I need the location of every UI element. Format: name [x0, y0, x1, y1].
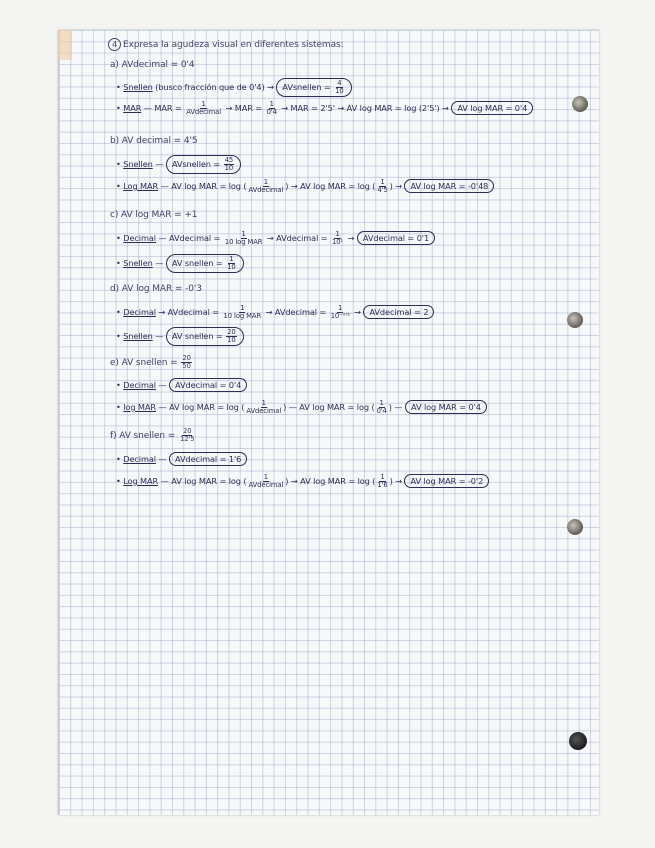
- label-snellen: Snellen: [123, 82, 153, 92]
- answer-circle: AV snellen = $\frac{1}{10}$: [166, 254, 244, 273]
- answer-circle: AVsnellen = $\frac{45}{10}$: [166, 155, 241, 174]
- label-logmar: Log MAR: [123, 476, 159, 486]
- answer-circle: AVdecimal = 1'6: [169, 452, 247, 466]
- answer-circle: AV log MAR = -0'48: [404, 179, 494, 193]
- exercise-title-text: Expresa la agudeza visual en diferentes sistemas:: [123, 40, 344, 50]
- section-d-line-1: • Decimal → AVdecimal = $\frac{1}{\text{10 log MAR}}$ → AVdecimal = $\frac{1}{\text{10⁻⁰'³}}$ → AVdecimal = 2: [116, 305, 434, 320]
- binder-hole-icon: [567, 519, 583, 535]
- label-snellen: Snellen: [123, 331, 153, 341]
- answer-circle: AVdecimal = 0'1: [357, 231, 435, 245]
- section-f-heading: f) AV snellen = $\frac{20}{12'5}$: [110, 427, 195, 443]
- answer-circle: AV log MAR = -0'2: [404, 474, 489, 488]
- label-snellen: Snellen: [123, 258, 153, 268]
- answer-circle: AVdecimal = 2: [363, 305, 434, 319]
- answer-circle: AV log MAR = 0'4: [451, 101, 533, 115]
- section-c-line-1: • Decimal — AVdecimal = $\frac{1}{\text{10 log MAR}}$ → AVdecimal = $\frac{1}{\text{10¹}}$ → AVdecimal = 0'1: [116, 231, 435, 246]
- section-a-line-1: • Snellen (busco fracción que de 0'4) → AVsnellen = $\frac{4}{10}$: [116, 78, 352, 97]
- label-snellen: Snellen: [123, 159, 153, 169]
- section-f-line-2: • Log MAR — AV log MAR = log ( $\frac{1}{\text{AVdecimal}}$ ) → AV log MAR = log ( $\frac{1}{1'6}$ ) → AV log MAR = -0'2: [116, 474, 489, 489]
- section-b-line-2: • Log MAR — AV log MAR = log ( $\frac{1}{\text{AVdecimal}}$ ) → AV log MAR = log ( $\frac{1}{4'5}$ ) → AV log MAR = -0'48: [116, 179, 494, 194]
- label-logmar: Log MAR: [123, 181, 159, 191]
- answer-circle: AVsnellen = $\frac{4}{10}$: [276, 78, 351, 97]
- section-b-heading: b) AV decimal = 4'5: [110, 136, 198, 146]
- label-decimal: Decimal: [123, 454, 156, 464]
- section-c-heading: c) AV log MAR = +1: [110, 210, 198, 220]
- label-decimal: Decimal: [123, 233, 156, 243]
- label-decimal: Decimal: [123, 380, 156, 390]
- section-b-line-1: • Snellen — AVsnellen = $\frac{45}{10}$: [116, 155, 241, 174]
- answer-circle: AV snellen = $\frac{20}{10}$: [166, 327, 244, 346]
- exercise-number: 4: [108, 38, 121, 51]
- section-e-heading: e) AV snellen = $\frac{20}{50}$: [110, 354, 191, 370]
- exercise-title: [108, 38, 344, 51]
- section-a-heading: a) AVdecimal = 0'4: [110, 60, 195, 70]
- section-c-line-2: • Snellen — AV snellen = $\frac{1}{10}$: [116, 254, 244, 273]
- section-e-line-1: • Decimal — AVdecimal = 0'4: [116, 378, 247, 392]
- section-f-line-1: • Decimal — AVdecimal = 1'6: [116, 452, 247, 466]
- binder-hole-icon: [569, 732, 587, 750]
- label-logmar: log MAR: [123, 402, 156, 412]
- section-a-line-2: • MAR — MAR = $\frac{1}{\text{AVdecimal}}$ → MAR = $\frac{1}{0'4}$ → MAR = 2'5' → AV log MAR = log (2'5') → AV log MAR = 0'4: [116, 101, 533, 116]
- label-decimal: Decimal: [123, 307, 156, 317]
- section-d-line-2: • Snellen — AV snellen = $\frac{20}{10}$: [116, 327, 244, 346]
- label-mar: MAR: [123, 103, 142, 113]
- answer-circle: AVdecimal = 0'4: [169, 378, 247, 392]
- binder-hole-icon: [572, 96, 588, 112]
- section-e-line-2: • log MAR — AV log MAR = log ( $\frac{1}{\text{AVdecimal}}$ ) — AV log MAR = log ( $\frac{1}{0'4}$ ) — AV log MAR = 0'4: [116, 400, 487, 415]
- section-d-heading: d) AV log MAR = -0'3: [110, 284, 202, 294]
- answer-circle: AV log MAR = 0'4: [405, 400, 487, 414]
- grid-paper-sheet: [58, 30, 599, 815]
- binder-hole-icon: [567, 312, 583, 328]
- sheet-corner: [58, 30, 72, 60]
